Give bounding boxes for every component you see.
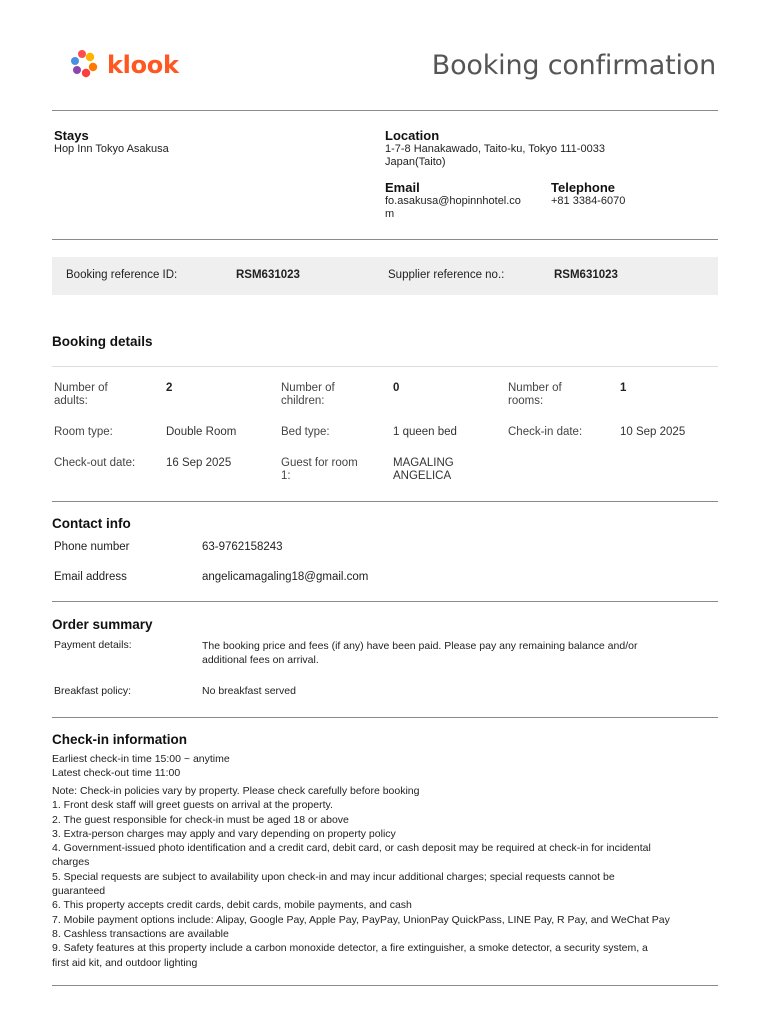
breakfast-policy-label: Breakfast policy: — [54, 685, 132, 697]
room-type-label: Room type: — [54, 426, 113, 438]
children-value: 0 — [393, 382, 400, 394]
stays-label: Stays — [54, 128, 89, 143]
divider — [52, 110, 718, 111]
rooms-label: Number of rooms: — [508, 382, 562, 407]
info-line: Latest check-out time 11:00 — [52, 767, 181, 780]
checkin-policies — [52, 784, 720, 970]
bed-type-value: 1 queen bed — [393, 426, 457, 438]
stays-value: Hop Inn Tokyo Asakusa — [54, 143, 169, 155]
klook-pinwheel-icon — [69, 48, 103, 82]
order-summary-title: Order summary — [52, 617, 153, 632]
divider — [52, 366, 718, 367]
booking-confirmation-page — [52, 0, 718, 969]
email-address-label: Email address — [54, 571, 127, 583]
info-line: 2. The guest responsible for check-in must be aged 18 or above — [52, 813, 349, 826]
breakfast-policy-value: No breakfast served — [202, 685, 296, 697]
telephone-label: Telephone — [551, 180, 616, 195]
adults-value: 2 — [166, 382, 173, 394]
divider — [52, 501, 718, 502]
divider — [52, 717, 718, 718]
phone-number-value[interactable]: 63-9762158243 — [202, 541, 283, 553]
payment-details-label: Payment details: — [54, 639, 132, 651]
info-line: 5. Special requests are subject to availability upon check-in and may incur additional charges; special requests cannot be — [52, 870, 615, 883]
logo-text: klook — [107, 51, 179, 79]
info-line: 6. This property accepts credit cards, debit cards, mobile payments, and cash — [52, 899, 412, 912]
guest-for-room-label: Guest for room 1: — [281, 457, 358, 482]
info-line: Earliest check-in time 15:00 ~ anytime — [52, 753, 230, 765]
info-line: guaranteed — [52, 885, 106, 898]
divider — [52, 601, 718, 602]
divider — [52, 239, 718, 240]
hotel-email-line-1[interactable]: fo.asakusa@hopinnhotel.co — [385, 195, 521, 207]
checkin-date-label: Check-in date: — [508, 426, 583, 438]
info-line: first aid kit, and outdoor lighting — [52, 956, 198, 969]
email-label: Email — [385, 180, 420, 195]
info-line: 9. Safety features at this property include a carbon monoxide detector, a fire extinguisher, a smoke detector, a security system, a — [52, 942, 648, 955]
checkin-information-title: Check-in information — [52, 732, 188, 747]
contact-info-title: Contact info — [52, 516, 131, 531]
location-label: Location — [385, 128, 440, 143]
phone-number-label: Phone number — [54, 541, 130, 553]
booking-details-title: Booking details — [52, 334, 153, 349]
header — [52, 0, 718, 110]
telephone-value[interactable]: +81 3384-6070 — [551, 195, 626, 207]
rooms-value: 1 — [620, 382, 627, 394]
info-line: charges — [52, 856, 90, 869]
info-line: 3. Extra-person charges may apply and vary depending on property policy — [52, 827, 396, 840]
reference-bar — [52, 257, 718, 295]
hotel-email-line-2: m — [385, 208, 395, 220]
guest-name-value: MAGALING ANGELICA — [393, 457, 454, 482]
location-line-1: 1-7-8 Hanakawado, Taito-ku, Tokyo 111-0033 — [385, 143, 605, 155]
klook-logo — [69, 48, 179, 82]
room-type-value: Double Room — [166, 426, 237, 438]
checkout-date-label: Check-out date: — [54, 457, 136, 469]
info-line: 4. Government-issued photo identification and a credit card, debit card, or cash deposit may be required at check-in for incidental — [52, 842, 651, 855]
bed-type-label: Bed type: — [281, 426, 330, 438]
supplier-reference-label: Supplier reference no.: — [388, 269, 505, 281]
info-line: 8. Cashless transactions are available — [52, 927, 229, 940]
checkin-times — [52, 752, 720, 781]
checkout-date-value: 16 Sep 2025 — [166, 457, 232, 469]
info-line: 1. Front desk staff will greet guests on arrival at the property. — [52, 799, 333, 812]
booking-reference-value: RSM631023 — [236, 269, 300, 281]
location-line-2: Japan(Taito) — [385, 156, 446, 168]
info-line: 7. Mobile payment options include: Alipay, Google Pay, Apple Pay, PayPay, UnionPay QuickPass, LINE Pay, R Pay, and WeChat Pay — [52, 913, 670, 926]
booking-reference-label: Booking reference ID: — [66, 269, 178, 281]
children-label: Number of children: — [281, 382, 335, 407]
checkin-date-value: 10 Sep 2025 — [620, 426, 686, 438]
email-address-value[interactable]: angelicamagaling18@gmail.com — [202, 571, 369, 583]
divider — [52, 985, 718, 986]
document-title: Booking confirmation — [431, 50, 716, 81]
adults-label: Number of adults: — [54, 382, 108, 407]
info-line: Note: Check-in policies vary by property. Please check carefully before booking — [52, 785, 420, 797]
payment-details-value: The booking price and fees (if any) have been paid. Please pay any remaining balance and/or additional fees on arrival. — [202, 640, 638, 666]
supplier-reference-value: RSM631023 — [554, 269, 618, 281]
